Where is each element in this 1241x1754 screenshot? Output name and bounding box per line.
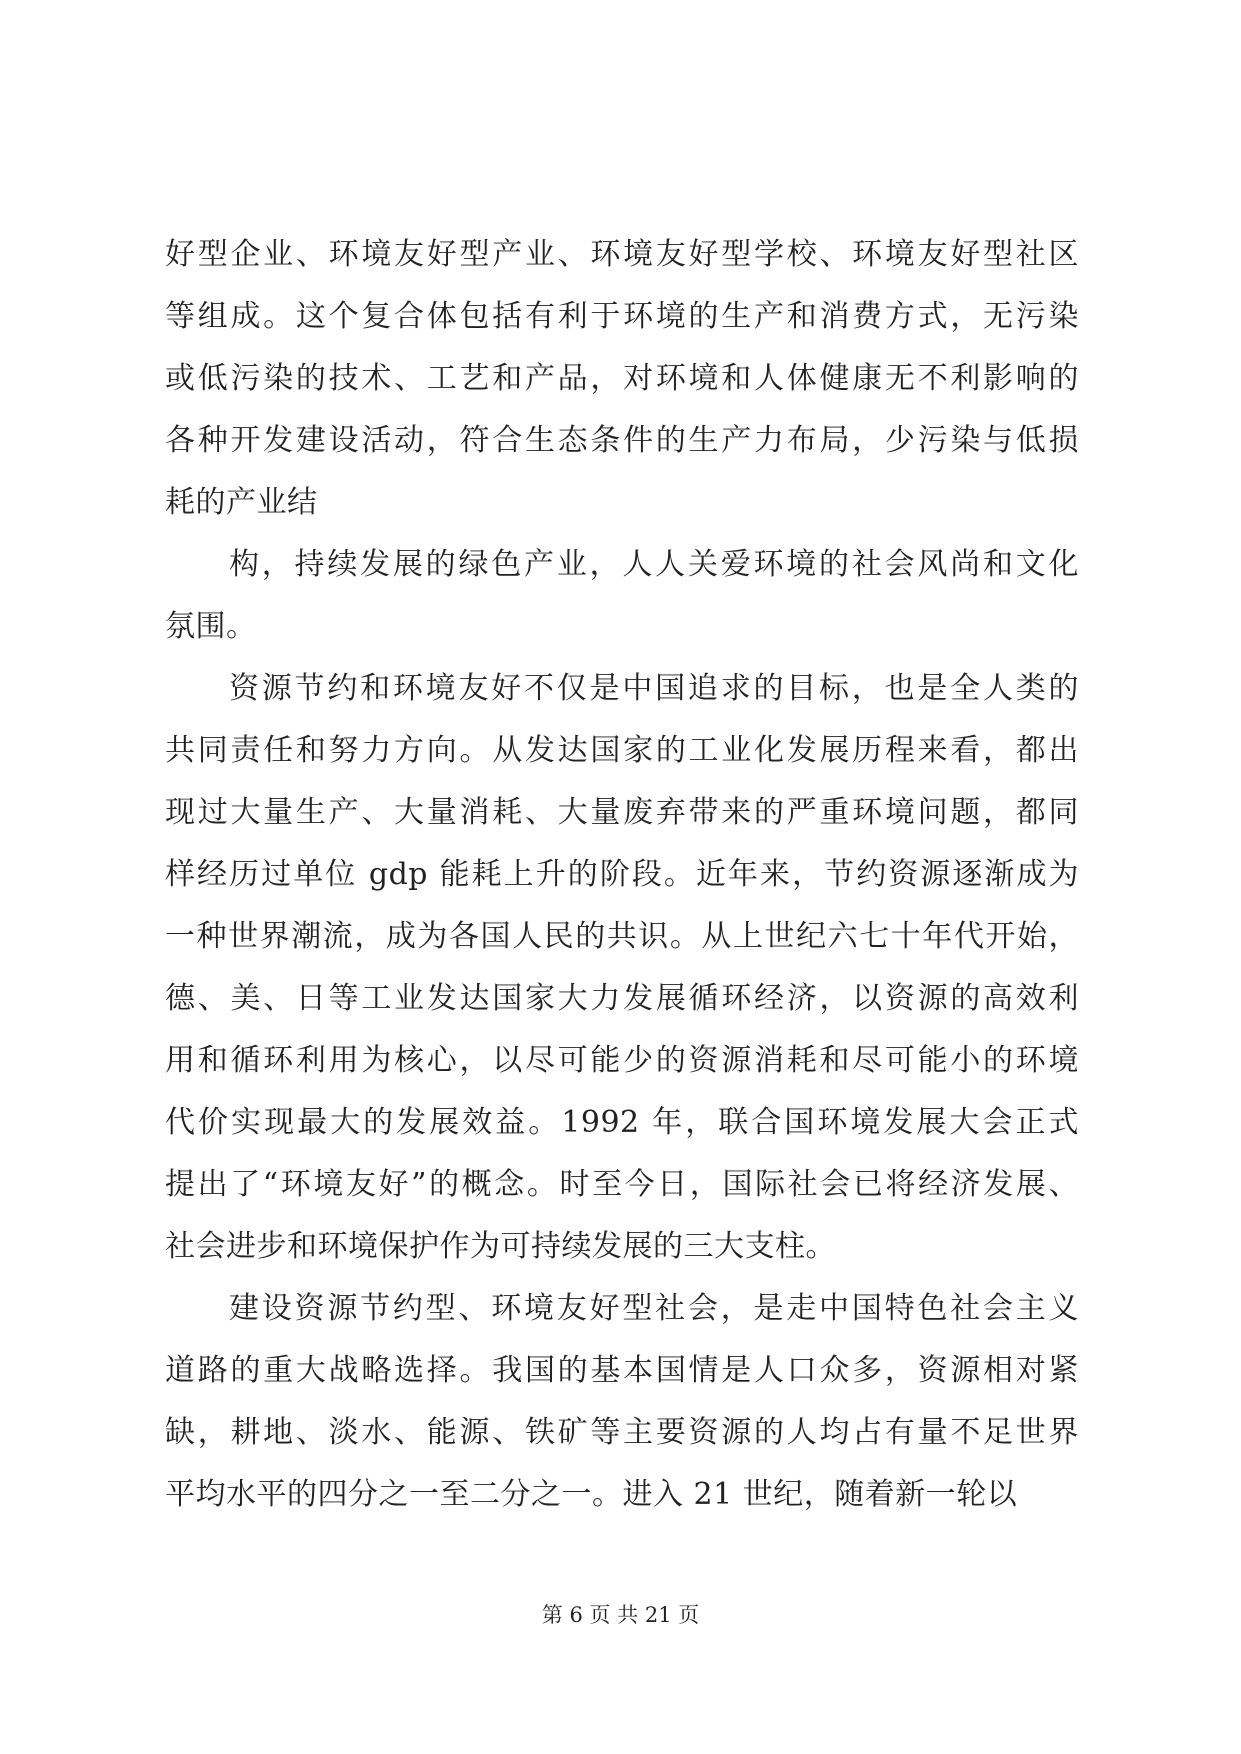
text-line: 提出了“环境友好”的概念。时至今日，国际社会已将经济发展、 [165, 1167, 1079, 1202]
text-line: 构，持续发展的绿色产业，人人关爱环境的社会风尚和文化 [229, 547, 1079, 582]
text-line: 道路的重大战略选择。我国的基本国情是人口众多，资源相对紧 [165, 1353, 1079, 1388]
text-line: 德、美、日等工业发达国家大力发展循环经济，以资源的高效利 [165, 981, 1079, 1016]
text-line: 一种世界潮流，成为各国人民的共识。从上世纪六七十年代开始， [165, 919, 1079, 954]
text-line: 耗的产业结 [165, 485, 318, 520]
text-line: 好型企业、环境友好型产业、环境友好型学校、环境友好型社区 [165, 237, 1079, 272]
text-line: 样经历过单位 gdp 能耗上升的阶段。近年来，节约资源逐渐成为 [165, 857, 1079, 892]
text-line: 现过大量生产、大量消耗、大量废弃带来的严重环境问题，都同 [165, 795, 1079, 830]
text-line: 资源节约和环境友好不仅是中国追求的目标，也是全人类的 [229, 671, 1079, 706]
paragraph [165, 534, 1079, 658]
text-line: 各种开发建设活动，符合生态条件的生产力布局，少污染与低损 [165, 423, 1079, 458]
text-line: 建设资源节约型、环境友好型社会，是走中国特色社会主义 [229, 1291, 1079, 1326]
text-line: 等组成。这个复合体包括有利于环境的生产和消费方式，无污染 [165, 299, 1079, 334]
text-line: 共同责任和努力方向。从发达国家的工业化发展历程来看，都出 [165, 733, 1079, 768]
text-line: 平均水平的四分之一至二分之一。进入 21 世纪，随着新一轮以 [165, 1477, 1018, 1512]
text-line: 社会进步和环境保护作为可持续发展的三大支柱。 [165, 1229, 836, 1264]
text-line: 或低污染的技术、工艺和产品，对环境和人体健康无不利影响的 [165, 361, 1079, 396]
text-line: 氛围。 [165, 609, 257, 644]
text-line: 代价实现最大的发展效益。1992 年，联合国环境发展大会正式 [165, 1105, 1079, 1140]
paragraph [165, 658, 1079, 1278]
paragraph [165, 224, 1079, 534]
page-footer: 第 6 页 共 21 页 [541, 1603, 700, 1627]
document-body [165, 224, 1079, 1526]
text-line: 缺，耕地、淡水、能源、铁矿等主要资源的人均占有量不足世界 [165, 1415, 1079, 1450]
paragraph [165, 1278, 1079, 1526]
text-line: 用和循环利用为核心，以尽可能少的资源消耗和尽可能小的环境 [165, 1043, 1079, 1078]
